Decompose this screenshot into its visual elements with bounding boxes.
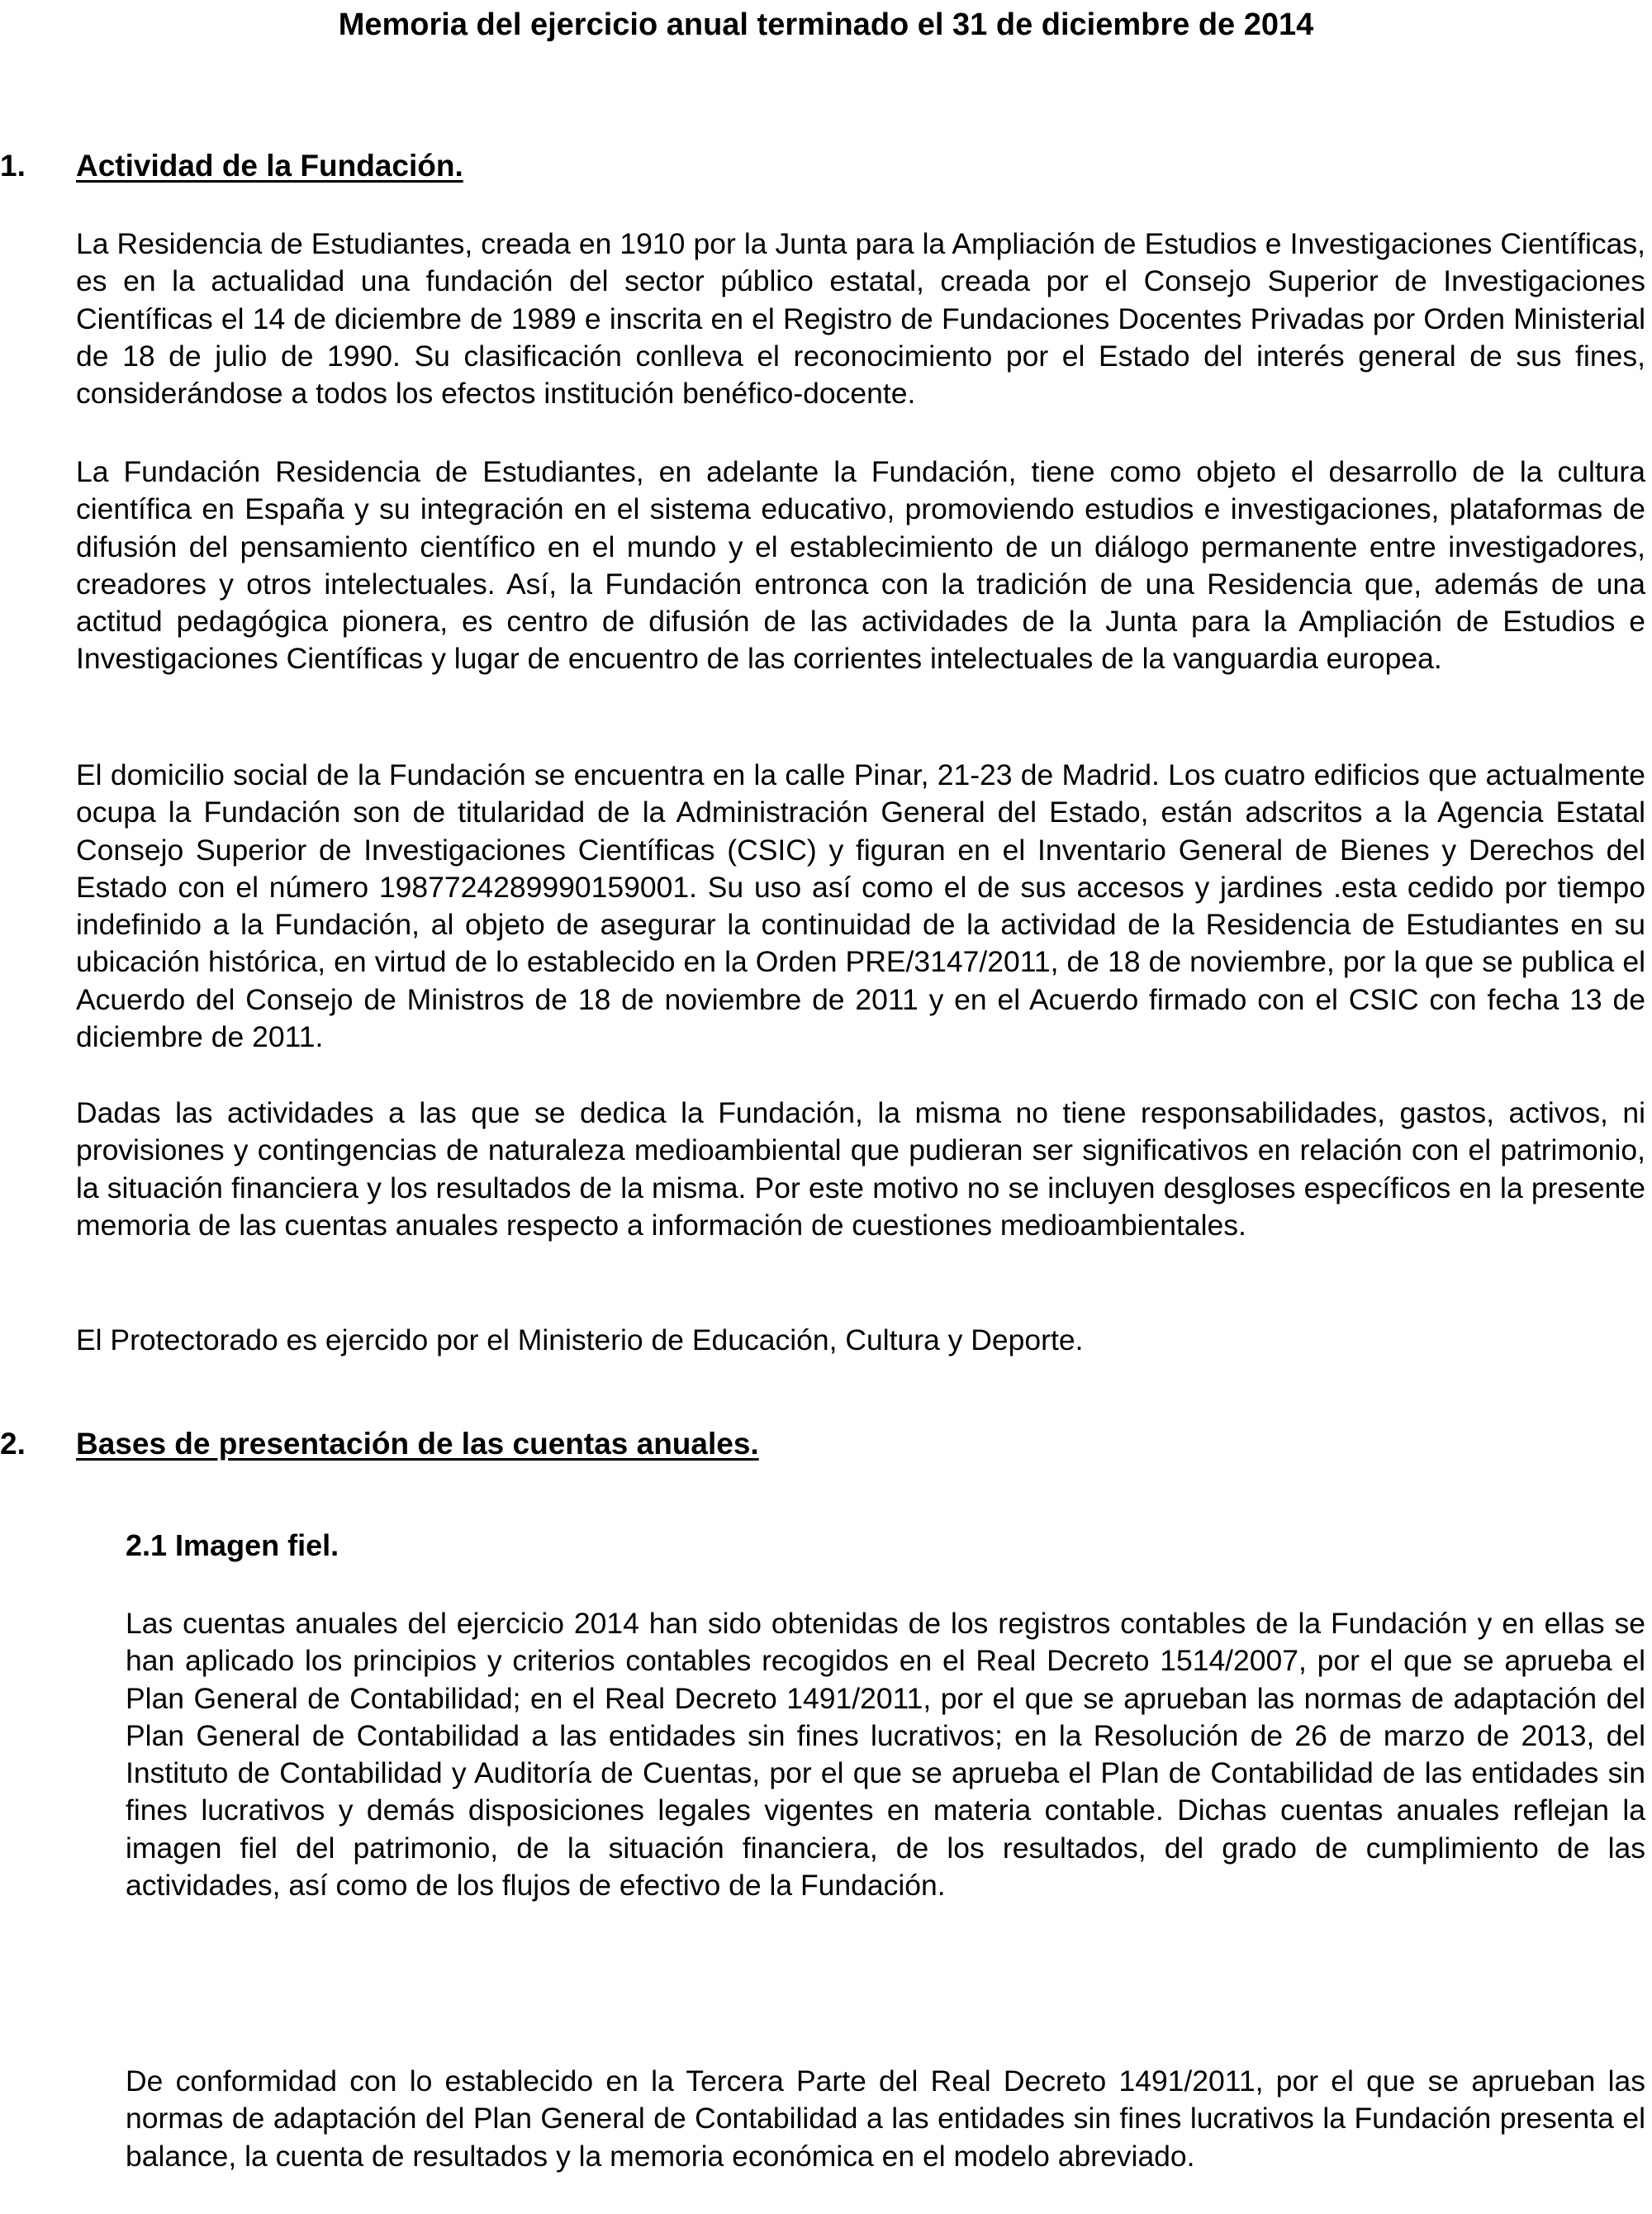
paragraph-protectorate: El Protectorado es ejercido por el Ministerio de Educación, Cultura y Deporte. (76, 1323, 1084, 1356)
section-number: 2. (0, 1427, 26, 1461)
section-title: Bases de presentación de las cuentas anuales. (76, 1427, 759, 1461)
paragraph-true-image: Las cuentas anuales del ejercicio 2014 han sido obtenidas de los registros contables de la Fundación y en ellas se han aplicado los principios y criterios contables recogidos en el Real Decreto 1514/2007, por el que se aprueba el Plan General de Contabilidad; en el Real Decreto 1491/2011, por el que se aprueban las normas de adaptación del Plan General de Contabilidad a las entidades sin fines lucrativos; en la Resolución de 26 de marzo de 2013, del Instituto de Contabilidad y Auditoría de Cuentas, por el que se aprueba el Plan de Contabilidad de las entidades sin fines lucrativos y demás disposiciones legales vigentes en materia contable. Dichas cuentas anuales reflejan la imagen fiel del patrimonio, de la situación financiera, de los resultados, del grado de cumplimiento de las actividades, así como de los flujos de efectivo de la Fundación. (126, 1607, 1645, 1903)
subsection-heading-2-1: 2.1 Imagen fiel. (126, 1528, 339, 1562)
section-heading-2 (0, 1425, 759, 1463)
paragraph-abbreviated-model: De conformidad con lo establecido en la Tercera Parte del Real Decreto 1491/2011, por el que se aprueban las normas de adaptación del Plan General de Contabilidad a las entidades sin fines lucrativos la Fundación presenta el balance, la cuenta de resultados y la memoria económica en el modelo abreviado. (126, 2064, 1645, 2173)
paragraph-purpose: La Fundación Residencia de Estudiantes, en adelante la Fundación, tiene como objeto el desarrollo de la cultura científica en España y su integración en el sistema educativo, promoviendo estudios e investigaciones, plataformas de difusión del pensamiento científico en el mundo y el establecimiento de un diálogo permanente entre investigadores, creadores y otros intelectuales. Así, la Fundación entronca con la tradición de una Residencia que, además de una actitud pedagógica pionera, es centro de difusión de las actividades de la Junta para la Ampliación de Estudios e Investigaciones Científicas y lugar de encuentro de las corrientes intelectuales de la vanguardia europea. (76, 455, 1645, 676)
paragraph-environmental: Dadas las actividades a las que se dedica la Fundación, la misma no tiene responsabilidades, gastos, activos, ni provisiones y contingencias de naturaleza medioambiental que pudieran ser significativos en relación con el patrimonio, la situación financiera y los resultados de la misma. Por este motivo no se incluyen desgloses específicos en la presente memoria de las cuentas anuales respecto a información de cuestiones medioambientales. (76, 1096, 1645, 1242)
page-title: Memoria del ejercicio anual terminado el 31 de diciembre de 2014 (338, 7, 1314, 42)
paragraph-domicile: El domicilio social de la Fundación se encuentra en la calle Pinar, 21-23 de Madrid. Los cuatro edificios que actualmente ocupa la Fundación son de titularidad de la Administración General del Estado, están adscritos a la Agencia Estatal Consejo Superior de Investigaciones Científicas (CSIC) y figuran en el Inventario General de Bienes y Derechos del Estado con el número 1987724289990159001. Su uso así como el de sus accesos y jardines .esta cedido por tiempo indefinido a la Fundación, al objeto de asegurar la continuidad de la actividad de la Residencia de Estudiantes en su ubicación histórica, en virtud de lo establecido en la Orden PRE/3147/2011, de 18 de noviembre, por la que se publica el Acuerdo del Consejo de Ministros de 18 de noviembre de 2011 y en el Acuerdo firmado con el CSIC con fecha 13 de diciembre de 2011. (76, 758, 1645, 1054)
section-number: 1. (0, 149, 26, 183)
section-heading-1 (0, 147, 463, 185)
section-title: Actividad de la Fundación. (76, 149, 463, 183)
paragraph-founding: La Residencia de Estudiantes, creada en 1910 por la Junta para la Ampliación de Estudios e Investigaciones Científicas, es en la actualidad una fundación del sector público estatal, creada por el Consejo Superior de Investigaciones Científicas el 14 de diciembre de 1989 e inscrita en el Registro de Fundaciones Docentes Privadas por Orden Ministerial de 18 de julio de 1990. Su clasificación conlleva el reconocimiento por el Estado del interés general de sus fines, considerándose a todos los efectos institución benéfico-docente. (76, 227, 1645, 411)
